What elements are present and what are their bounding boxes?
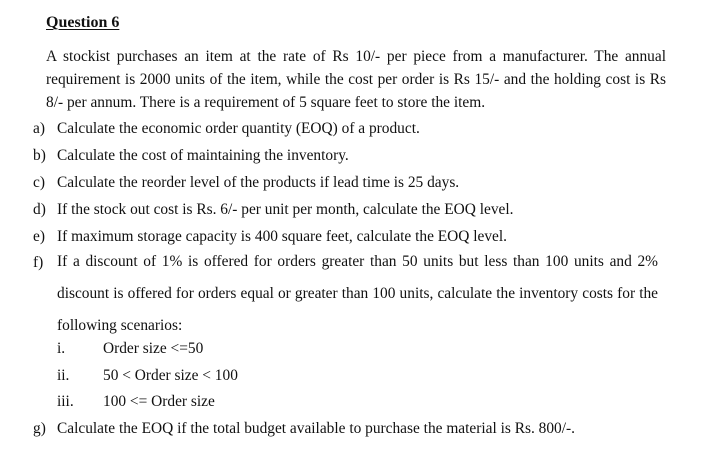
question-label: e) — [33, 228, 45, 245]
question-item-g — [33, 420, 575, 438]
question-item-b — [33, 147, 349, 165]
question-text: Calculate the EOQ if the total budget available to purchase the material is Rs. 800/-. — [57, 420, 575, 437]
question-item-c — [33, 174, 459, 192]
question-intro: A stockist purchases an item at the rate of Rs 10/- per piece from a manufacturer. The annual requirement is 2000 units of the item, while the cost per order is Rs 15/- and the holding cost is Rs 8/- per annum. There is a requirement of 5 square feet to store the item. — [46, 48, 666, 111]
question-item-a — [33, 120, 420, 138]
scenario-text: Order size <=50 — [103, 340, 204, 357]
question-label: c) — [33, 174, 45, 191]
question-text: If the stock out cost is Rs. 6/- per unit per month, calculate the EOQ level. — [57, 201, 514, 218]
question-text: Calculate the reorder level of the products if lead time is 25 days. — [57, 174, 460, 191]
scenario-item-iii — [57, 393, 215, 411]
question-label: g) — [33, 420, 46, 437]
question-heading: Question 6 — [46, 14, 120, 31]
question-label: a) — [33, 120, 45, 137]
scenario-label: iii. — [57, 393, 74, 410]
question-item-d — [33, 201, 513, 219]
question-label: b) — [33, 147, 46, 164]
scenario-item-i — [57, 340, 203, 358]
scenario-text: 100 <= Order size — [103, 393, 215, 410]
question-text: Calculate the economic order quantity (EOQ) of a product. — [57, 120, 420, 137]
question-item-e — [33, 228, 507, 246]
scenario-item-ii — [57, 367, 238, 385]
question-text: If a discount of 1% is offered for orders greater than 50 units but less than 100 units and 2% discount is offered for orders equal or greater than 100 units, calculate the inventory costs for the following scenarios: — [57, 253, 658, 334]
question-label: d) — [33, 201, 46, 218]
question-item-f — [33, 254, 658, 350]
question-text: If maximum storage capacity is 400 square feet, calculate the EOQ level. — [57, 228, 507, 245]
question-text: Calculate the cost of maintaining the inventory. — [57, 147, 349, 164]
scenario-label: i. — [57, 340, 66, 357]
scenario-text: 50 < Order size < 100 — [103, 367, 238, 384]
scenario-label: ii. — [57, 367, 70, 384]
question-label: f) — [33, 254, 44, 271]
